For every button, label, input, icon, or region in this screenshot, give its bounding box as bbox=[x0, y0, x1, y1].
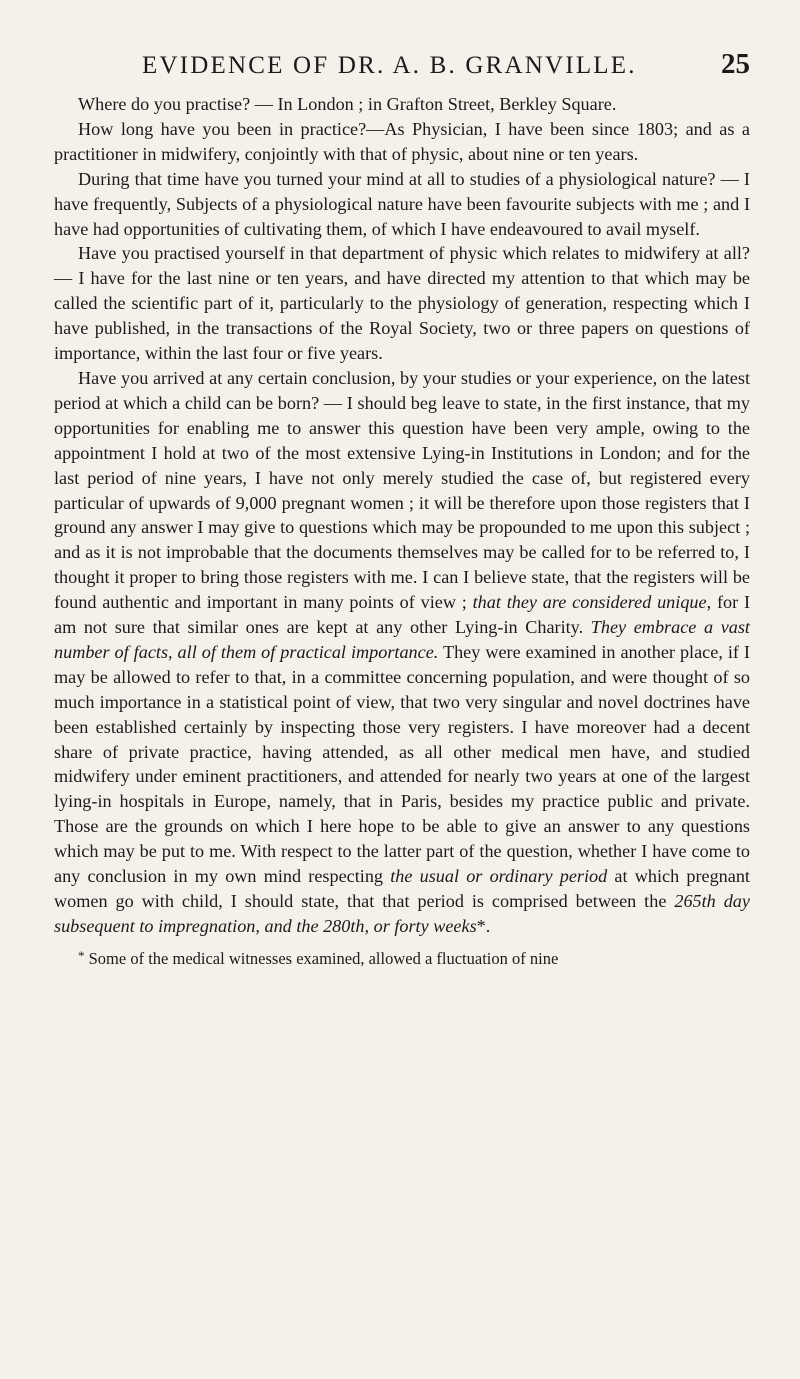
text-run: Have you practised yourself in that department of physic which relates to midwifery at all? — I have for the last nine or ten years, and have directed my attention to that which may be called the scientific part of it, particularly to the physiology of generation, respecting which I have published, in the transactions of the Royal Society, two or three papers on questions of importance, within the last four or five years. bbox=[54, 243, 750, 364]
paragraph bbox=[54, 241, 750, 366]
page-number: 25 bbox=[721, 48, 750, 80]
body-text bbox=[54, 92, 750, 939]
italic-text: that they are considered unique bbox=[472, 592, 707, 613]
text-run: They were examined in another place, if I may be allowed to refer to that, in a committee concerning population, and were thought of so much importance in a statistical point of view, that two very singular and novel doctrines have been established certainly by inspecting those very registers. I have moreover had a decent share of private practice, having attended, as all other medical men have, and studied midwifery under eminent practitioners, and attended for nearly two years at one of the largest lying-in hospitals in Europe, namely, that in Paris, besides my practice public and private. Those are the grounds on which I here hope to be able to give an answer to any questions which may be put to me. With respect to the latter part of the question, whether I have come to any conclusion in my own mind respecting bbox=[54, 641, 750, 887]
paragraph bbox=[54, 366, 750, 939]
text-run: *. bbox=[476, 915, 491, 936]
footnote bbox=[54, 945, 750, 970]
text-run: During that time have you turned your mind at all to studies of a physiological nature? — I have frequently, Subjects of a physiological nature have been favourite subjects with me ; and I have had opportunities of cultivating them, of which I have endeavoured to avail myself. bbox=[54, 168, 750, 239]
paragraph bbox=[54, 92, 750, 117]
footnote-text: Some of the medical witnesses examined, allowed a fluctuation of nine bbox=[88, 948, 559, 968]
text-run: How long have you been in practice?—As Physician, I have been since 1803; and as a practitioner in midwifery, conjointly with that of physic, about nine or ten years. bbox=[54, 118, 750, 164]
paragraph bbox=[54, 117, 750, 167]
text-run: Have you arrived at any certain conclusion, by your studies or your experience, on the latest period at which a child can be born? — I should beg leave to state, in the first instance, that my opportunities for enabling me to answer this question have been very ample, owing to the appointment I hold at two of the most extensive Lying-in Institutions in London; and for the last period of nine years, I have not only merely studied the case of, but registered every particular of upwards of 9,000 pregnant women ; it will be therefore upon those registers that I ground any answer I may give to questions which may be propounded to me upon this subject ; and as it is not improbable that the documents themselves may be called for to be referred to, I thought it proper to bring those registers with me. I can I believe state, that the registers will be found authentic and important in many points of view ; bbox=[54, 367, 750, 613]
italic-text: the usual or ordinary period bbox=[390, 866, 608, 887]
text-run: Where do you practise? — In London ; in Grafton Street, Berkley Square. bbox=[78, 94, 617, 114]
book-page bbox=[54, 48, 750, 970]
paragraph bbox=[54, 167, 750, 242]
footnote-marker: * bbox=[78, 947, 85, 963]
running-head bbox=[54, 48, 750, 92]
italic-text: They embrace a vast number of facts, all of them of practical importance. bbox=[54, 617, 750, 662]
text-run: at which pregnant women go with child, I should state, that that period is comprised between the bbox=[54, 866, 750, 911]
running-title: EVIDENCE OF DR. A. B. GRANVILLE. bbox=[142, 52, 637, 79]
text-run: , for I am not sure that similar ones are kept at any other Lying-in Charity. bbox=[54, 592, 750, 638]
italic-text: 265th day subsequent to impregnation, and the 280th, or forty weeks bbox=[54, 891, 750, 936]
